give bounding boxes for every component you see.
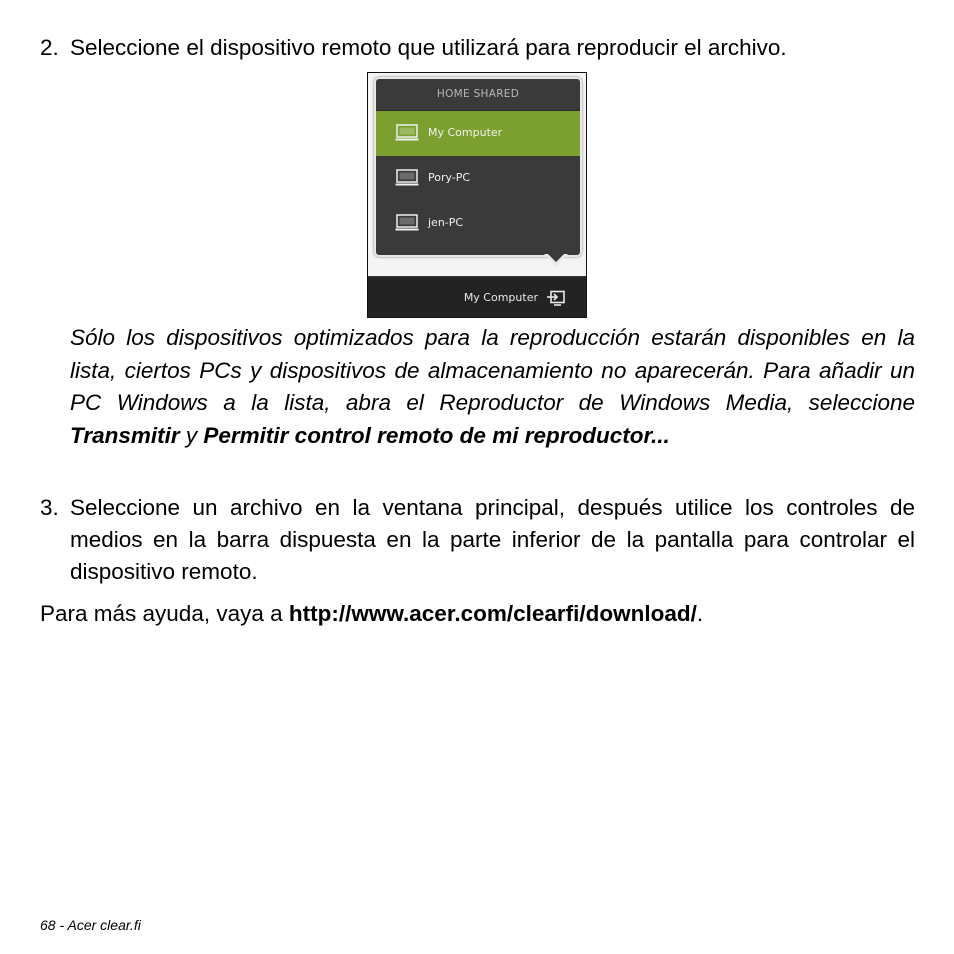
current-device-label: My Computer [463, 291, 538, 304]
step-text: Seleccione el dispositivo remoto que utilizará para reproducir el archivo. [70, 35, 787, 60]
help-end: . [696, 601, 704, 626]
laptop-icon [395, 214, 419, 232]
device-popup [374, 77, 582, 257]
page-footer: 68 - Acer clear.fi [40, 917, 141, 933]
device-label: Pory-PC [428, 171, 471, 184]
popup-pointer-inner [547, 253, 565, 262]
step-text: Seleccione un archivo en la ventana principal, después utilice los controles de medios en la barra dispuesta en la parte inferior de la pantalla para controlar el dispositivo remoto. [70, 495, 915, 584]
step-number: 2. [40, 35, 59, 60]
laptop-icon [395, 124, 419, 142]
help-text: Para más ayuda, vaya a [40, 601, 289, 626]
device-label: My Computer [428, 126, 503, 139]
device-item-jen-pc[interactable] [376, 201, 580, 246]
media-bottom-bar [368, 276, 586, 318]
device-item-pory-pc[interactable] [376, 156, 580, 201]
help-line [40, 598, 703, 630]
popup-header: HOME SHARED [376, 79, 580, 111]
note-text: Sólo los dispositivos optimizados para la reproducción estarán disponibles en la lista, ciertos PCs y dispositivos de almacenamiento no aparecerán. Para añadir un PC Windows a la lista, abra el Reproductor de Windows Media, seleccione [70, 325, 915, 415]
step-3 [40, 492, 915, 588]
laptop-icon [395, 169, 419, 187]
note-bold-permitir: Permitir control remoto de mi reproductor... [203, 422, 670, 448]
device-label: jen-PC [428, 216, 464, 229]
play-to-icon[interactable] [546, 290, 566, 306]
device-selector-screenshot [367, 72, 587, 318]
step-2 [40, 32, 915, 64]
device-item-my-computer[interactable] [376, 111, 580, 156]
note-bold-transmitir: Transmitir [70, 422, 180, 448]
note-paragraph [70, 322, 915, 452]
note-text: y [179, 422, 204, 448]
step-number: 3. [40, 495, 59, 520]
help-link[interactable]: http://www.acer.com/clearfi/download/ [288, 601, 697, 626]
